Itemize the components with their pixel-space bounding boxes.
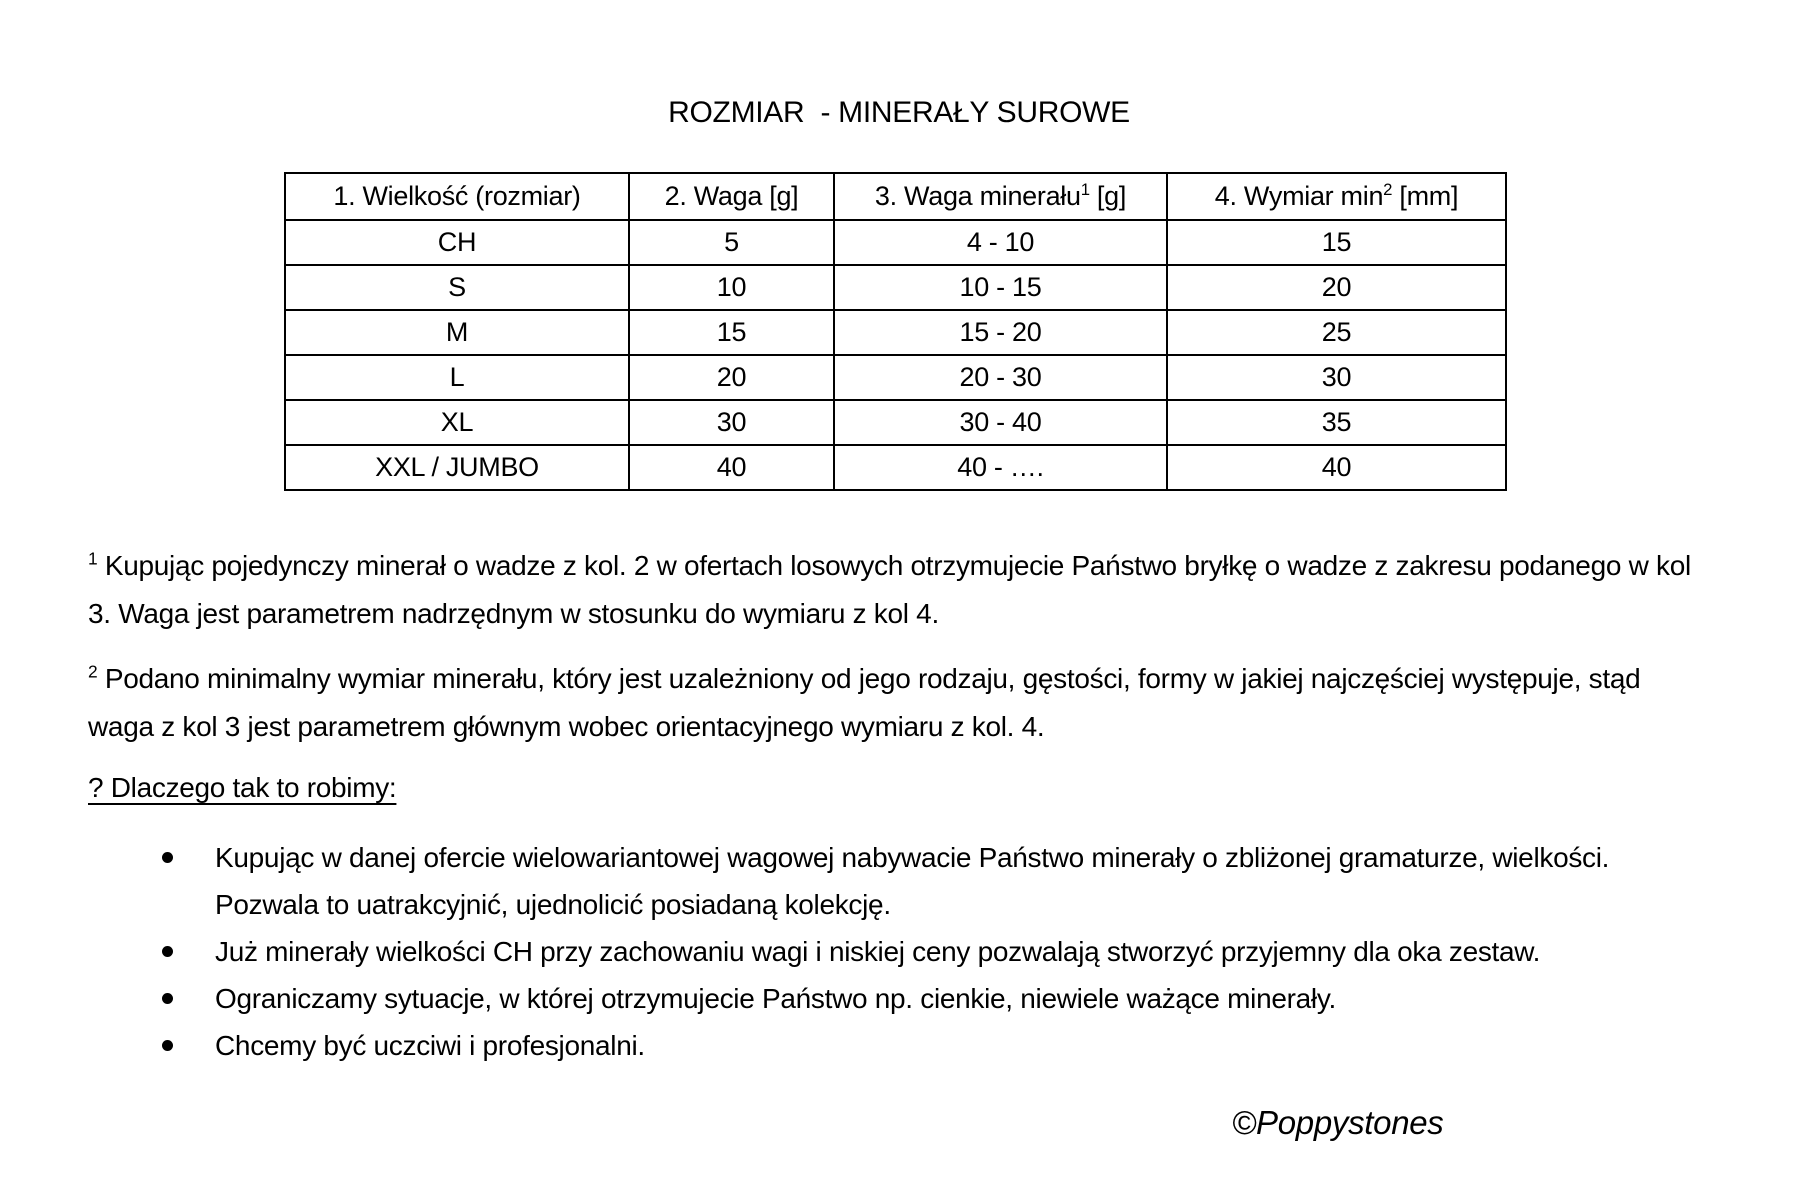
cell-waga: 10 (629, 265, 834, 310)
col-header-wymiar-min (1167, 173, 1506, 220)
bullet-list (162, 834, 1692, 1069)
bullet-icon (162, 946, 173, 957)
table-row (285, 400, 1506, 445)
cell-waga: 5 (629, 220, 834, 265)
cell-waga-mineralu: 10 - 15 (834, 265, 1167, 310)
cell-size: XXL / JUMBO (285, 445, 629, 490)
cell-size: XL (285, 400, 629, 445)
footnote-ref-2: 2 (1383, 180, 1393, 199)
cell-waga-mineralu: 20 - 30 (834, 355, 1167, 400)
bullet-icon (162, 993, 173, 1004)
col-header-wymiar-min-text: 4. Wymiar min (1214, 181, 1384, 211)
cell-wymiar-min: 40 (1167, 445, 1506, 490)
col-header-waga-mineralu-text: 3. Waga minerału (874, 181, 1081, 211)
cell-size: L (285, 355, 629, 400)
cell-size: M (285, 310, 629, 355)
table-header-row (285, 173, 1506, 220)
cell-waga: 20 (629, 355, 834, 400)
cell-waga: 40 (629, 445, 834, 490)
cell-wymiar-min: 20 (1167, 265, 1506, 310)
list-item (162, 975, 1692, 1022)
footnote-1-text: Kupując pojedynczy minerał o wadze z kol. 2 w ofertach losowych otrzymujecie Państwo bryłkę o wadze z zakresu podanego w kol 3. Waga jest parametrem nadrzędnym w stosunku do wymiaru z kol 4. (88, 550, 1691, 629)
table-row (285, 310, 1506, 355)
cell-wymiar-min: 25 (1167, 310, 1506, 355)
footnote-2-marker: 2 (88, 661, 98, 682)
cell-wymiar-min: 35 (1167, 400, 1506, 445)
bullet-text: Już minerały wielkości CH przy zachowaniu wagi i niskiej ceny pozwalają stworzyć przyjemny dla oka zestaw. (215, 936, 1541, 967)
cell-waga-mineralu: 40 - …. (834, 445, 1167, 490)
col-header-waga-mineralu-unit: [g] (1089, 181, 1127, 211)
col-header-wielkosc: 1. Wielkość (rozmiar) (285, 173, 629, 220)
size-table (284, 172, 1507, 491)
page-title: ROZMIAR - MINERAŁY SUROWE (668, 96, 1130, 129)
cell-wymiar-min: 30 (1167, 355, 1506, 400)
cell-wymiar-min: 15 (1167, 220, 1506, 265)
bullet-icon (162, 852, 173, 863)
table-row (285, 355, 1506, 400)
footnote-2-text: Podano minimalny wymiar minerału, który jest uzależniony od jego rodzaju, gęstości, formy w jakiej najczęściej występuje, stąd waga z kol 3 jest parametrem głównym wobec orientacyjnego wymiaru z kol. 4. (88, 663, 1641, 742)
table-row (285, 265, 1506, 310)
footnote-1 (88, 542, 1713, 638)
col-header-waga: 2. Waga [g] (629, 173, 834, 220)
list-item (162, 928, 1692, 975)
cell-size: S (285, 265, 629, 310)
cell-waga: 30 (629, 400, 834, 445)
list-item (162, 1022, 1692, 1069)
copyright-signature: ©Poppystones (1232, 1104, 1444, 1141)
footnote-2 (88, 655, 1713, 751)
bullet-text: Chcemy być uczciwi i profesjonalni. (215, 1030, 645, 1061)
cell-waga: 15 (629, 310, 834, 355)
cell-waga-mineralu: 15 - 20 (834, 310, 1167, 355)
footnote-1-marker: 1 (88, 548, 98, 569)
bullet-text: Ograniczamy sytuacje, w której otrzymujecie Państwo np. cienkie, niewiele ważące minerały. (215, 983, 1336, 1014)
table-row (285, 220, 1506, 265)
cell-waga-mineralu: 30 - 40 (834, 400, 1167, 445)
list-item (162, 834, 1692, 928)
cell-waga-mineralu: 4 - 10 (834, 220, 1167, 265)
footnote-ref-1: 1 (1080, 180, 1090, 199)
col-header-waga-mineralu (834, 173, 1167, 220)
why-section-heading: ? Dlaczego tak to robimy: (88, 772, 397, 803)
table-row (285, 445, 1506, 490)
bullet-icon (162, 1040, 173, 1051)
cell-size: CH (285, 220, 629, 265)
bullet-text: Kupując w danej ofercie wielowariantowej wagowej nabywacie Państwo minerały o zbliżonej gramaturze, wielkości. Pozwala to uatrakcyjnić, ujednolicić posiadaną kolekcję. (215, 842, 1610, 920)
col-header-wymiar-min-unit: [mm] (1392, 181, 1459, 211)
